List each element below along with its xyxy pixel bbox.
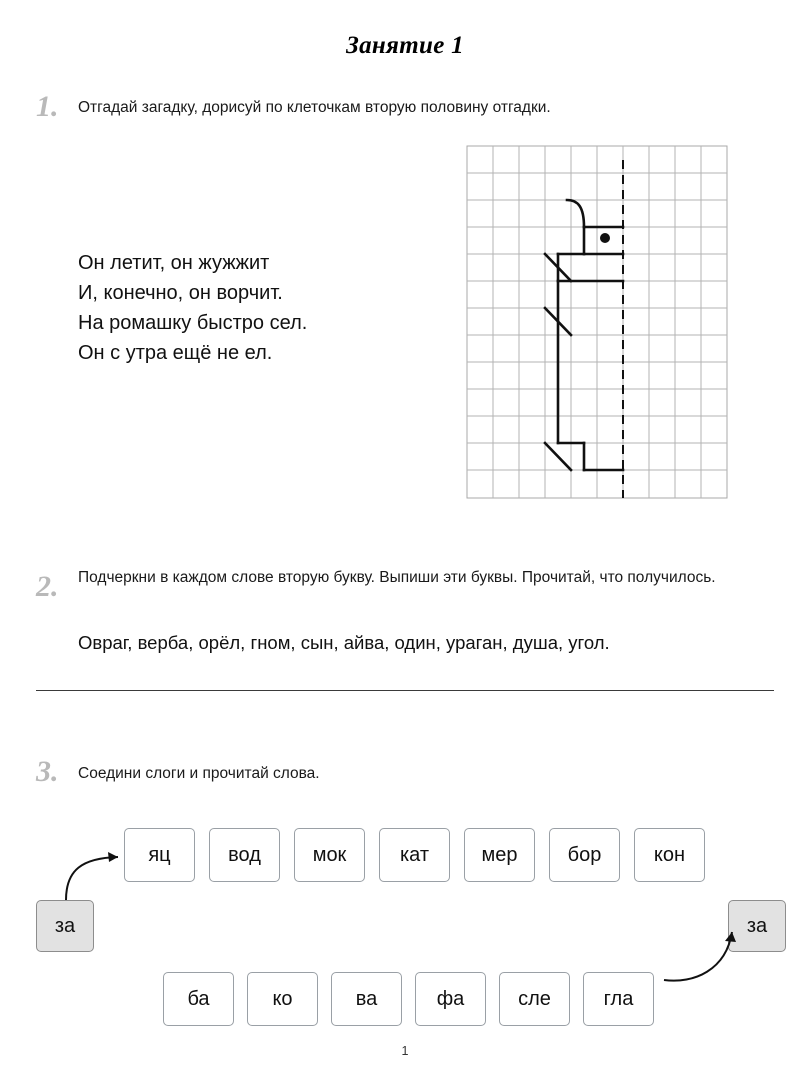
syllable-card[interactable]: мер (464, 828, 535, 882)
syllable-card[interactable]: бор (549, 828, 620, 882)
prefix-card-left[interactable]: за (36, 900, 94, 952)
task-1-number: 1. (36, 90, 59, 123)
arrow-left-icon (60, 848, 130, 908)
prefix-card-right[interactable]: за (728, 900, 786, 952)
bottom-syllable-row (163, 972, 654, 1026)
riddle-line: Он летит, он жужжит (78, 252, 270, 274)
syllable-card[interactable]: вод (209, 828, 280, 882)
riddle-line: На ромашку быстро сел. (78, 312, 308, 334)
page-title: Занятие 1 (346, 32, 464, 59)
task-2-number: 2. (36, 570, 59, 603)
arrow-right-icon (660, 918, 740, 988)
syllable-card[interactable]: яц (124, 828, 195, 882)
grid-drawing-svg (466, 145, 732, 506)
syllable-card[interactable]: кон (634, 828, 705, 882)
syllable-card[interactable]: ба (163, 972, 234, 1026)
syllable-card[interactable]: ва (331, 972, 402, 1026)
syllable-card[interactable]: ко (247, 972, 318, 1026)
syllable-card[interactable]: мок (294, 828, 365, 882)
syllable-card[interactable]: сле (499, 972, 570, 1026)
top-syllable-row (124, 828, 705, 882)
grid-drawing-area[interactable] (466, 145, 732, 506)
task-3-instruction: Соедини слоги и прочитай слова. (78, 765, 320, 782)
eye-dot (600, 233, 610, 243)
syllable-card[interactable]: фа (415, 972, 486, 1026)
page-number: 1 (401, 1044, 409, 1058)
riddle-line: И, конечно, он ворчит. (78, 282, 283, 304)
task-3-number: 3. (36, 755, 59, 788)
syllable-card[interactable]: гла (583, 972, 654, 1026)
task-1-instruction: Отгадай загадку, дорисуй по клеточкам вторую половину отгадки. (78, 99, 551, 116)
task-2-instruction: Подчеркни в каждом слове вторую букву. Выпиши эти буквы. Прочитай, что получилось. (78, 569, 716, 586)
task-2-word-list: Овраг, верба, орёл, гном, сын, айва, один, ураган, душа, угол. (78, 632, 610, 653)
section-divider (36, 690, 774, 691)
riddle-line: Он с утра ещё не ел. (78, 342, 273, 364)
task-1-riddle (78, 248, 418, 368)
syllable-card[interactable]: кат (379, 828, 450, 882)
